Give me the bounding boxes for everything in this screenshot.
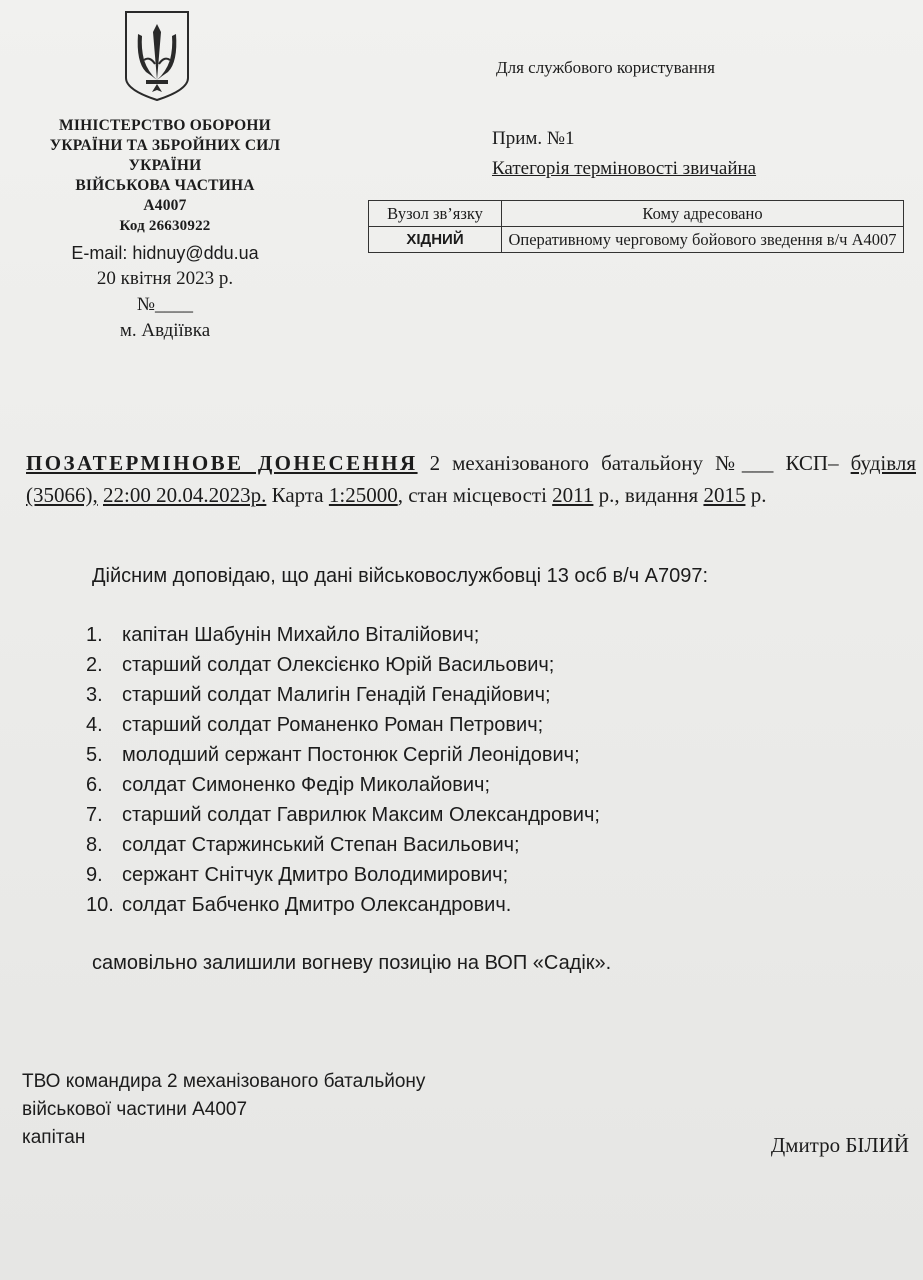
- list-item: [86, 710, 600, 740]
- list-item: [86, 650, 600, 680]
- signatory-unit: військової частини А4007: [22, 1099, 248, 1120]
- org-code: Код 26630922: [119, 218, 211, 234]
- routing-col-node-header: Вузол зв’язку: [369, 201, 502, 227]
- report-tail: р.: [745, 483, 767, 507]
- list-item: [86, 740, 600, 770]
- city: м. Авдіївка: [119, 320, 211, 341]
- report-scale: 1:25000: [328, 483, 398, 507]
- urgency-category: Категорія терміновості звичайна: [492, 158, 757, 179]
- list-item: [86, 680, 600, 710]
- signatory-position: ТВО командира 2 механізованого батальйону: [22, 1071, 426, 1092]
- list-item-number: 1.: [86, 624, 103, 646]
- sender-header: [0, 10, 330, 344]
- report-conclusion: самовільно залишили вогневу позицію на ВОП «Садік».: [92, 952, 612, 974]
- list-item-number: 2.: [86, 654, 103, 676]
- routing-node: ХІДНИЙ: [369, 227, 502, 253]
- list-item-name: капітан Шабунін Михайло Віталійович;: [122, 624, 480, 646]
- list-item-name: солдат Бабченко Дмитро Олександрович.: [122, 894, 512, 916]
- report-terrain: , стан місцевості: [397, 483, 553, 507]
- org-line: МІНІСТЕРСТВО ОБОРОНИ: [59, 117, 271, 134]
- list-item: [86, 800, 600, 830]
- report-edition: р., видання: [593, 483, 704, 507]
- signature-block: [22, 1068, 425, 1152]
- list-item-number: 6.: [86, 774, 103, 796]
- org-line: УКРАЇНИ ТА ЗБРОЙНИХ СИЛ: [49, 137, 281, 154]
- list-item: [86, 830, 600, 860]
- org-line: ВІЙСЬКОВА ЧАСТИНА: [75, 177, 255, 194]
- signatory-name: Дмитро БІЛИЙ: [770, 1133, 909, 1157]
- email: E-mail: hidnuy@ddu.ua: [71, 243, 259, 263]
- list-item-number: 5.: [86, 744, 103, 766]
- report-year-terrain: 2011: [552, 483, 594, 507]
- document-number: №____: [136, 294, 194, 315]
- list-item-number: 9.: [86, 864, 103, 886]
- org-line: УКРАЇНИ: [128, 157, 202, 174]
- list-item-name: солдат Симоненко Федір Миколайович;: [122, 774, 491, 796]
- list-item-number: 3.: [86, 684, 103, 706]
- report-heading-paragraph: [26, 447, 916, 511]
- list-item: [86, 770, 600, 800]
- report-intro: Дійсним доповідаю, що дані військовослужбовці 13 осб в/ч А7097:: [92, 565, 709, 587]
- document-date: 20 квітня 2023 р.: [96, 268, 234, 289]
- report-title: ПОЗАТЕРМІНОВЕ ДОНЕСЕННЯ: [26, 451, 418, 475]
- routing-header-row: [369, 201, 904, 227]
- list-item: [86, 890, 600, 920]
- list-item-name: старший солдат Романенко Роман Петрович;: [122, 714, 544, 736]
- report-ksp: КСП–: [785, 451, 839, 475]
- report-datetime: 22:00 20.04.2023р.: [103, 483, 267, 507]
- routing-row: [369, 227, 904, 253]
- list-item: [86, 620, 600, 650]
- report-unit: 2 механізованого батальйону №___: [417, 451, 774, 475]
- trident-emblem-icon: [122, 10, 192, 102]
- contact-block: [0, 240, 330, 344]
- list-item-number: 8.: [86, 834, 103, 856]
- organization-name: [0, 116, 330, 236]
- list-item-name: старший солдат Олексієнко Юрій Васильович;: [122, 654, 555, 676]
- routing-recipient: Оперативному черговому бойового зведення в/ч А4007: [502, 227, 904, 253]
- copy-number: Прим. №1: [492, 128, 575, 149]
- signatory-rank: капітан: [22, 1127, 86, 1148]
- org-line: А4007: [143, 197, 187, 214]
- list-item-name: сержант Снітчук Дмитро Володимирович;: [122, 864, 509, 886]
- report-building: будівля (35066),: [26, 451, 916, 507]
- list-item-name: старший солдат Малигін Генадій Генадійович;: [122, 684, 551, 706]
- routing-col-recipient-header: Кому адресовано: [502, 201, 904, 227]
- soldier-list: [86, 620, 600, 920]
- list-item-name: молодший сержант Постонюк Сергій Леонідович;: [122, 744, 580, 766]
- report-year-edition: 2015: [703, 483, 746, 507]
- list-item-name: старший солдат Гаврилюк Максим Олександрович;: [122, 804, 600, 826]
- report-map-label: Карта: [266, 483, 329, 507]
- list-item: [86, 860, 600, 890]
- list-item-number: 10.: [86, 894, 114, 916]
- list-item-number: 4.: [86, 714, 103, 736]
- list-item-name: солдат Старжинський Степан Васильович;: [122, 834, 520, 856]
- routing-table: [368, 200, 904, 253]
- classification-mark: Для службового користування: [496, 58, 715, 77]
- list-item-number: 7.: [86, 804, 103, 826]
